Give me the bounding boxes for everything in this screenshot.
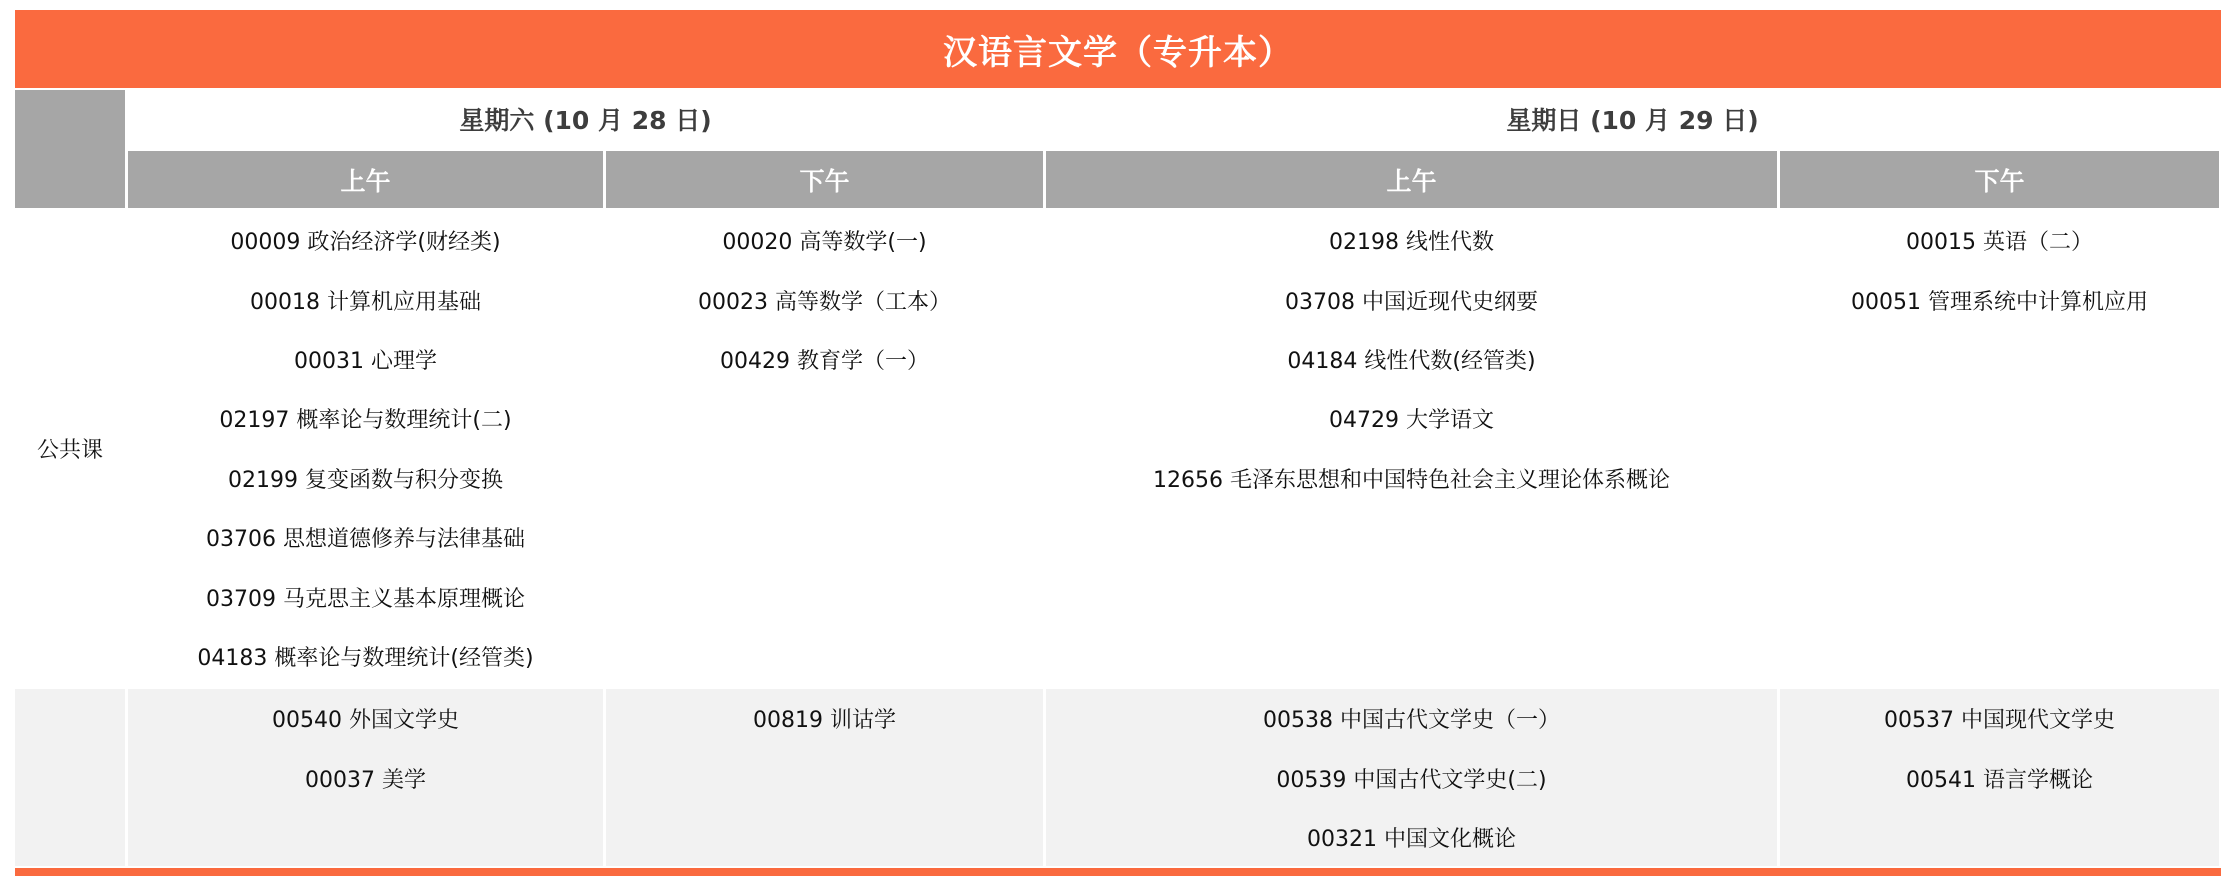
courses-sunday-morning-specialized <box>1046 689 1777 866</box>
course-item: 00031 心理学 <box>294 348 437 374</box>
course-item: 00819 训诂学 <box>753 708 896 734</box>
course-item: 03708 中国近现代史纲要 <box>1285 289 1538 315</box>
course-item: 04184 线性代数(经管类) <box>1287 348 1536 374</box>
course-item: 00429 教育学（一） <box>720 348 929 374</box>
course-item: 03709 马克思主义基本原理概论 <box>206 586 525 612</box>
bottom-divider <box>15 868 2221 876</box>
course-item: 00009 政治经济学(财经类) <box>230 230 501 256</box>
course-item: 12656 毛泽东思想和中国特色社会主义理论体系概论 <box>1153 467 1670 493</box>
schedule-table <box>15 10 2221 876</box>
course-item: 00321 中国文化概论 <box>1307 826 1516 852</box>
course-item: 03706 思想道德修养与法律基础 <box>206 527 525 553</box>
courses-saturday-afternoon-public <box>606 211 1043 686</box>
course-item: 00051 管理系统中计算机应用 <box>1851 289 2148 315</box>
session-header-saturday-morning: 上午 <box>128 151 603 208</box>
course-item: 02199 复变函数与积分变换 <box>228 467 503 493</box>
day-header-saturday: 星期六 (10 月 28 日) <box>128 90 1043 148</box>
course-item: 00541 语言学概论 <box>1906 767 2093 793</box>
courses-saturday-afternoon-specialized <box>606 689 1043 866</box>
course-item: 02197 概率论与数理统计(二) <box>219 408 512 434</box>
table-header <box>15 90 2221 208</box>
course-item: 00538 中国古代文学史（一） <box>1263 708 1560 734</box>
course-item: 00539 中国古代文学史(二) <box>1276 767 1547 793</box>
courses-sunday-morning-public <box>1046 211 1777 686</box>
course-item: 00018 计算机应用基础 <box>250 289 481 315</box>
page-title: 汉语言文学（专升本） <box>15 10 2221 88</box>
day-header-sunday: 星期日 (10 月 29 日) <box>1046 90 2219 148</box>
session-header-sunday-afternoon: 下午 <box>1780 151 2219 208</box>
corner-cell <box>15 90 125 208</box>
course-item: 00037 美学 <box>305 767 426 793</box>
session-header-sunday-morning: 上午 <box>1046 151 1777 208</box>
course-item: 04183 概率论与数理统计(经管类) <box>197 645 534 671</box>
course-item: 00015 英语（二） <box>1906 230 2093 256</box>
row-label-public-courses: 公共课 <box>15 211 125 686</box>
course-item: 00023 高等数学（工本） <box>698 289 951 315</box>
course-item: 04729 大学语文 <box>1329 408 1494 434</box>
courses-saturday-morning-specialized <box>128 689 603 866</box>
session-header-saturday-afternoon: 下午 <box>606 151 1043 208</box>
course-item: 00537 中国现代文学史 <box>1884 708 2115 734</box>
courses-saturday-morning-public <box>128 211 603 686</box>
courses-sunday-afternoon-public <box>1780 211 2219 686</box>
courses-sunday-afternoon-specialized <box>1780 689 2219 866</box>
table-body <box>15 211 2221 866</box>
course-item: 00020 高等数学(一) <box>722 230 927 256</box>
course-item: 00540 外国文学史 <box>272 708 459 734</box>
row-label-specialized-courses <box>15 689 125 866</box>
course-item: 02198 线性代数 <box>1329 230 1494 256</box>
